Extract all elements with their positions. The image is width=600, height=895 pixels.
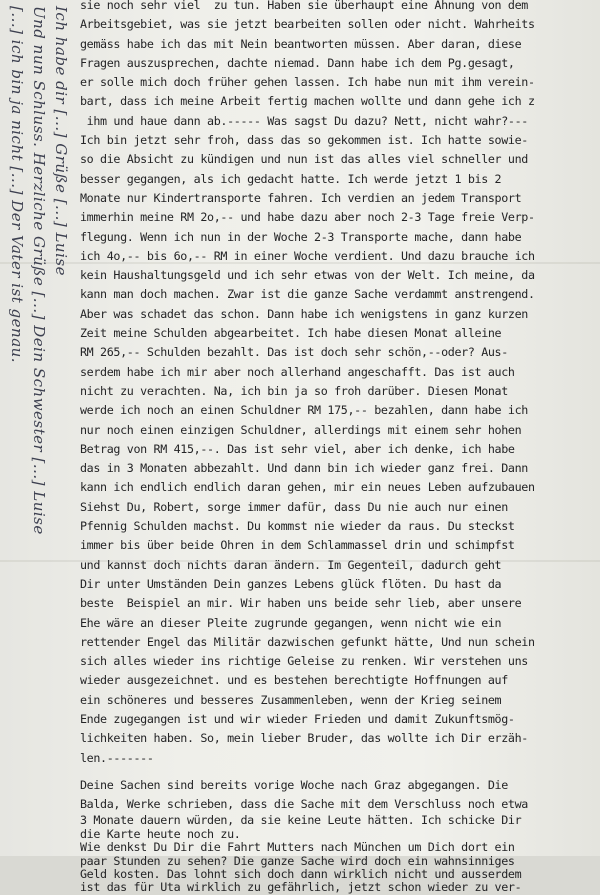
letter-line: nicht zu verachten. Na, ich bin ja so froh darüber. Diesen Monat [80, 383, 508, 398]
letter-line: Ende zugegangen ist und wir wieder Frieden und damit Zukunftsmög- [80, 711, 515, 726]
letter-line: 3 Monate dauern würden, da sie keine Leute hätten. Ich schicke Dir [80, 813, 522, 828]
letter-line: so die Absicht zu kündigen und nun ist das alles viel schneller und [80, 152, 528, 167]
letter-line: Betrag von RM 415,--. Das ist sehr viel, aber ich denke, ich habe [80, 441, 515, 456]
letter-line: ein schöneres und besseres Zusammenleben, wenn der Krieg seinem [80, 692, 502, 707]
margin-note-line: Ich habe dir [...] Grüße [...] Luise [52, 6, 70, 276]
letter-line: die Karte heute noch zu. [80, 826, 241, 841]
letter-line: serdem habe ich mir aber noch allerhand angeschafft. Das ist auch [80, 364, 515, 379]
margin-note-line: [...] ich bin ja nicht [...] Der Vater ist genau. [8, 6, 26, 364]
letter-line: lichkeiten haben. So, mein lieber Bruder, das wollte ich Dir erzäh- [80, 731, 528, 746]
letter-line: Pfennig Schulden machst. Du kommst nie wieder da raus. Du steckst [80, 519, 515, 534]
typewritten-letter-body [80, 0, 592, 895]
letter-line: nur noch einen einzigen Schuldner, allerdings mit einem sehr hohen [80, 422, 522, 437]
letter-line: Arbeitsgebiet, was sie jetzt bearbeiten sollen oder nicht. Wahrheits [80, 17, 535, 32]
paragraph-gap [80, 768, 592, 776]
letter-line: ihm und haue dann ab.----- Was sagst Du dazu? Nett, nicht wahr?--- [80, 113, 528, 128]
handwritten-margin-note [4, 0, 74, 856]
letter-line: kann man doch machen. Zwar ist die ganze Sache verdammt anstrengend. [80, 287, 535, 302]
letter-line: das in 3 Monaten abbezahlt. Und dann bin ich wieder ganz frei. Dann [80, 461, 528, 476]
letter-line: Deine Sachen sind bereits vorige Woche nach Graz abgegangen. Die [80, 777, 508, 792]
letter-line: flegung. Wenn ich nun in der Woche 2-3 Transporte mache, dann habe [80, 229, 522, 244]
letter-line: Fragen auszusprechen, dachte niemad. Dann habe ich dem Pg.gesagt, [80, 55, 515, 70]
letter-line: und kannst doch nichts daran ändern. Im Gegenteil, dadurch geht [80, 557, 502, 572]
letter-line: sie noch sehr viel zu tun. Haben sie überhaupt eine Ahnung von dem [80, 0, 528, 12]
letter-line: immerhin meine RM 2o,-- und habe dazu aber noch 2-3 Tage freie Verp- [80, 210, 535, 225]
letter-line: rettender Engel das Militär dazwischen gefunkt hätte, Und nun schein [80, 634, 535, 649]
letter-line: Geld kosten. Das lohnt sich doch dann wirklich nicht und ausserdem [80, 867, 522, 882]
letter-line: RM 265,-- Schulden bezahlt. Das ist doch sehr schön,--oder? Aus- [80, 345, 508, 360]
letter-line: Zeit meine Schulden abgearbeitet. Ich habe diesen Monat alleine [80, 326, 502, 341]
letter-line: Ehe wäre an dieser Pleite zugrunde gegangen, wenn nicht wie ein [80, 615, 502, 630]
letter-line: immer bis über beide Ohren in dem Schlammassel drin und schimpfst [80, 538, 515, 553]
letter-line: Balda, Werke schrieben, dass die Sache mit dem Verschluss noch etwa [80, 797, 528, 812]
letter-line: Wie denkst Du Dir die Fahrt Mutters nach München um Dich dort ein [80, 840, 515, 855]
letter-line: ist das für Uta wirklich zu gefährlich, jetzt schon wieder zu ver- [80, 880, 522, 895]
letter-line: werde ich noch an einen Schuldner RM 175,-- bezahlen, dann habe ich [80, 403, 528, 418]
letter-line: wieder ausgezeichnet. und es bestehen berechtigte Hoffnungen auf [80, 673, 508, 688]
letter-line: sich alles wieder ins richtige Geleise zu renken. Wir verstehen uns [80, 654, 528, 669]
letter-line: er solle mich doch früher gehen lassen. Ich habe nun mit ihm verein- [80, 75, 535, 90]
letter-line: gemäss habe ich das mit Nein beantworten müssen. Aber daran, diese [80, 36, 522, 51]
letter-line: ich 4o,-- bis 6o,-- RM in einer Woche verdient. Und dazu brauche ich [80, 248, 535, 263]
letter-line: kein Haushaltungsgeld und ich sehr etwas von der Welt. Ich meine, da [80, 268, 535, 283]
letter-line: len.------- [80, 750, 154, 765]
letter-line: Siehst Du, Robert, sorge immer dafür, dass Du nie auch nur einen [80, 499, 508, 514]
letter-line: bart, dass ich meine Arbeit fertig machen wollte und dann gehe ich z [80, 94, 535, 109]
letter-line: paar Stunden zu sehen? Die ganze Sache wird doch ein wahnsinniges [80, 853, 515, 868]
letter-line: beste Beispiel an mir. Wir haben uns beide sehr lieb, aber unsere [80, 596, 522, 611]
letter-line: Monate nur Kindertransporte fahren. Ich verdien an jedem Transport [80, 190, 522, 205]
letter-line: Aber was schadet das schon. Dann habe ich wenigstens in ganz kurzen [80, 306, 528, 321]
letter-line: Ich bin jetzt sehr froh, dass das so gekommen ist. Ich hatte sowie- [80, 133, 528, 148]
letter-line: besser gegangen, als ich gedacht hatte. Ich werde jetzt 1 bis 2 [80, 171, 502, 186]
margin-note-line: Und nun Schluss. Herzliche Grüße [...] Dein Schwester [...] Luise [30, 6, 48, 535]
letter-line: kann ich endlich endlich daran gehen, mir ein neues Leben aufzubauen [80, 480, 535, 495]
letter-line: Dir unter Umständen Dein ganzes Lebens glück flöten. Du hast da [80, 576, 502, 591]
